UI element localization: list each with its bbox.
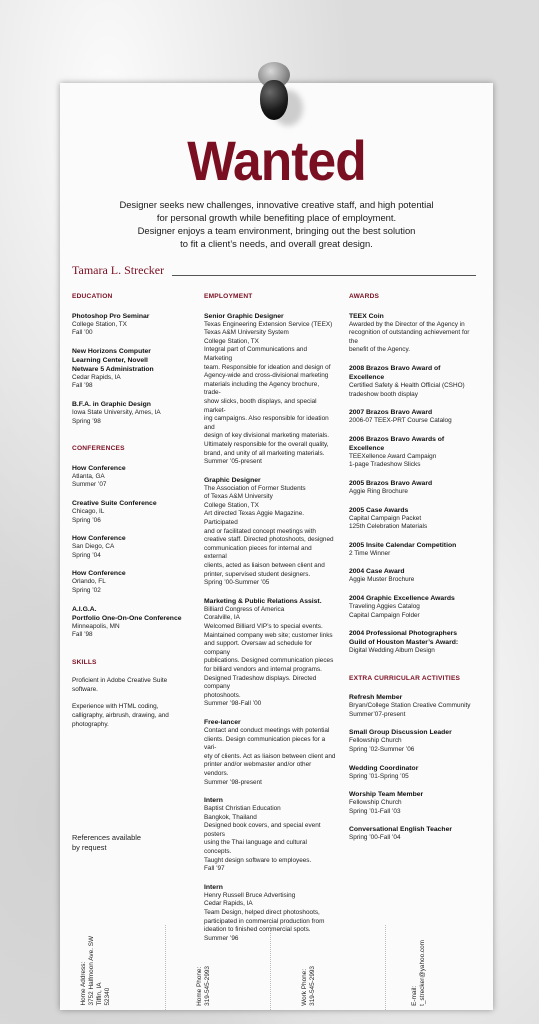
entry-detail: and or facilitated concept meetings with <box>204 527 316 535</box>
entry-item <box>349 435 479 470</box>
entry-title: How Conference <box>72 535 126 543</box>
entry-detail: Orlando, FL <box>72 578 106 586</box>
entry-title: 2004 Professional Photographers <box>349 630 458 638</box>
entry-item <box>349 479 479 497</box>
entry-item <box>349 728 479 754</box>
entry-title: Free-lancer <box>204 718 241 726</box>
entry-item <box>72 499 190 525</box>
entry-detail: photoshoots. <box>204 691 241 699</box>
entry-detail: creative staff. Directed photoshoots, designed <box>204 536 334 544</box>
entry-detail: Henry Russell Bruce Advertising <box>204 891 296 899</box>
entry-detail: College Station, TX <box>72 320 127 328</box>
entry-item <box>349 825 479 843</box>
entry-detail: Texas A&M University System <box>204 329 289 337</box>
entry-item <box>349 790 479 816</box>
entry-item <box>349 594 479 620</box>
contact-line: t_strecker@yahoo.com <box>419 940 426 1006</box>
skills-text: Proficient in Adobe Creative Suite software. <box>72 677 168 693</box>
entry-detail: ety of clients. Act as liaison between client and <box>204 752 336 760</box>
entry-detail: Summer ’96 <box>204 934 239 942</box>
contact-line: 319-545-2993 <box>309 966 316 1006</box>
entry-item <box>349 567 479 585</box>
entry-detail: Agency-wide and cross-divisional marketing <box>204 372 329 380</box>
contact-line: 319-545-2993 <box>204 966 211 1006</box>
entry-detail: College Station, TX <box>204 337 259 345</box>
entry-detail: Spring ’04 <box>72 551 101 559</box>
entry-title: New Horizons Computer <box>72 347 151 355</box>
entry-detail: Aggie Ring Brochure <box>349 487 408 495</box>
contact-line: Home Address: <box>80 962 87 1006</box>
intro-line: to fit a client’s needs, and overall great design. <box>180 238 373 249</box>
entry-item <box>204 796 336 874</box>
entry-detail: Capital Campaign Packet <box>349 514 422 522</box>
entry-detail: of Texas A&M University <box>204 493 273 501</box>
entry-detail: Capital Campaign Folder <box>349 611 420 619</box>
entry-detail: College Station, TX <box>204 501 259 509</box>
entry-detail: Bangkok, Thailand <box>204 813 257 821</box>
entry-title: 2005 Insite Calendar Competition <box>349 541 457 549</box>
intro-statement <box>100 198 453 250</box>
entry-detail: Integral part of Communications and Marketing <box>204 346 308 362</box>
extracurricular-list <box>349 693 479 843</box>
entry-detail: Texas Engineering Extension Service (TEEX) <box>204 320 333 328</box>
entry-item <box>72 400 190 426</box>
entry-title: 2007 Brazos Bravo Award <box>349 409 433 417</box>
entry-detail: Cedar Rapids, IA <box>72 373 121 381</box>
entry-title: 2004 Case Award <box>349 568 405 576</box>
home-phone <box>196 966 212 1006</box>
entry-item <box>72 605 190 640</box>
references-line: References available <box>72 833 142 842</box>
address-cell <box>60 925 165 1010</box>
entry-detail: brand, and unity of all marketing materials. <box>204 449 325 457</box>
skills-text: Experience with HTML coding, calligraphy, airbrush, drawing, and photography. <box>72 703 169 728</box>
entry-detail: 1-page Tradeshow Slicks <box>349 461 421 469</box>
entry-detail: Digital Wedding Album Design <box>349 647 435 655</box>
entry-title: Refresh Member <box>349 694 403 702</box>
entry-detail: ideation to finished commercial spots. <box>204 926 311 934</box>
entry-item <box>72 347 190 391</box>
contact-line: Work Phone: <box>301 969 308 1006</box>
entry-item <box>349 764 479 782</box>
entry-detail: Maintained company web site; customer links <box>204 631 333 639</box>
email-address <box>411 940 427 1006</box>
skills-section <box>72 677 190 729</box>
entry-detail: Spring ’01-Spring ’05 <box>349 772 409 780</box>
right-column <box>349 293 479 852</box>
entry-detail: Atlanta, GA <box>72 472 105 480</box>
email-cell <box>385 925 493 1010</box>
entry-detail: Traveling Aggies Catalog <box>349 602 420 610</box>
references-note <box>72 833 172 853</box>
entry-detail: Spring ’00-Fall ’04 <box>349 834 401 842</box>
entry-detail: publications. Designed communication pieces <box>204 657 334 665</box>
entry-detail: Fall ’00 <box>72 329 93 337</box>
entry-detail: Spring ’06 <box>72 516 101 524</box>
awards-list <box>349 312 479 656</box>
entry-detail: 125th Celebration Materials <box>349 523 428 531</box>
entry-detail: TEEXellence Award Campaign <box>349 452 437 460</box>
entry-title: How Conference <box>72 570 126 578</box>
entry-detail: Spring ’02-Summer ’06 <box>349 746 415 754</box>
entry-detail: tradeshow booth display <box>349 390 418 398</box>
entry-detail: Taught design software to employees. <box>204 856 312 864</box>
entry-detail: participated in commercial production from <box>204 917 325 925</box>
contact-line: E-mail: <box>411 986 418 1006</box>
home-address <box>80 936 112 1006</box>
entry-item <box>349 629 479 656</box>
entry-detail: recognition of outstanding achievement for the <box>349 329 470 345</box>
work-phone <box>301 966 317 1006</box>
entry-detail: San Diego, CA <box>72 543 115 551</box>
entry-detail: 2006-07 TEEX-PRT Course Catalog <box>349 417 452 425</box>
work-phone-cell <box>270 925 385 1010</box>
entry-detail: 2 Time Winner <box>349 549 391 557</box>
entry-title: Senior Graphic Designer <box>204 312 284 320</box>
intro-line: Designer seeks new challenges, innovative creative staff, and high potential <box>119 199 434 210</box>
education-heading: EDUCATION <box>72 293 113 300</box>
entry-detail: Minneapolis, MN <box>72 622 120 630</box>
entry-detail: show slicks, booth displays, and special market- <box>204 397 317 414</box>
intro-line: Designer enjoys a team environment, bringing out the best solution <box>137 225 416 236</box>
entry-title: A.I.G.A. <box>72 605 97 613</box>
entry-detail: Summer ’05-present <box>204 458 262 466</box>
entry-detail: Team Design, helped direct photoshoots, <box>204 909 320 917</box>
entry-detail: communication pieces for internal and external <box>204 544 312 561</box>
contact-line: 3752 Halfmoon Ave. SW <box>88 936 95 1006</box>
entry-title: Photoshop Pro Seminar <box>72 312 150 320</box>
resume-poster <box>60 83 493 1010</box>
entry-detail: clients. Design communication pieces for a vari- <box>204 735 326 752</box>
conferences-heading: CONFERENCES <box>72 445 125 453</box>
entry-title: 2008 Brazos Bravo Award of <box>349 364 441 372</box>
conferences-list <box>72 464 190 640</box>
entry-title: Excellence <box>349 373 385 381</box>
entry-item <box>349 312 479 355</box>
entry-detail: Spring ’98 <box>72 417 101 425</box>
entry-title: B.F.A. in Graphic Design <box>72 400 151 408</box>
entry-detail: Summer’07-present <box>349 710 406 718</box>
entry-detail: Art directed Texas Aggie Magazine. Participated <box>204 510 305 527</box>
entry-detail: Welcomed Billiard VIP’s to special events. <box>204 623 323 630</box>
middle-column <box>204 293 336 952</box>
entry-detail: Summer ’98-present <box>204 778 262 786</box>
entry-detail: Designed Tradeshow displays. Directed company <box>204 674 317 691</box>
contact-line: Tiffin, IA <box>96 982 103 1006</box>
entry-title: 2006 Brazos Bravo Awards of <box>349 435 445 443</box>
entry-title: Small Group Discussion Leader <box>349 729 452 737</box>
entry-title: Intern <box>204 797 223 805</box>
entry-item <box>72 312 190 338</box>
entry-detail: The Association of Former Students <box>204 484 306 492</box>
entry-title: Graphic Designer <box>204 476 261 484</box>
home-phone-cell <box>165 925 270 1010</box>
contact-line: Home Phone: <box>196 966 203 1006</box>
entry-detail: Designed book covers, and special event posters <box>204 822 321 838</box>
entry-detail: Certified Safety & Health Official (CSHO) <box>349 381 465 389</box>
entry-detail: Baptist Christian Education <box>204 805 281 813</box>
name-row <box>72 263 476 279</box>
entry-item <box>204 718 336 787</box>
entry-title: Intern <box>204 883 223 891</box>
entry-item <box>349 541 479 559</box>
entry-item <box>349 364 479 399</box>
intro-line: for personal growth while benefiting place of employment. <box>156 212 397 223</box>
entry-detail: Spring ’01-Fall ’03 <box>349 807 401 815</box>
entry-detail: Cedar Rapids, IA <box>204 900 253 908</box>
entry-detail: Aggie Muster Brochure <box>349 576 415 584</box>
push-pin-icon <box>255 62 293 122</box>
entry-detail: Coralville, IA <box>204 614 240 622</box>
skills-heading: SKILLS <box>72 658 97 666</box>
entry-title: Creative Suite Conference <box>72 499 157 507</box>
awards-heading: AWARDS <box>349 293 380 300</box>
entry-title: 2005 Case Awards <box>349 506 409 514</box>
entry-title: TEEX Coin <box>349 312 384 320</box>
employment-heading: EMPLOYMENT <box>204 293 253 300</box>
entry-detail: Fall ’97 <box>204 865 225 873</box>
entry-title: Conversational English Teacher <box>349 826 452 834</box>
entry-detail: team. Responsible for ideation and design of <box>204 363 331 371</box>
entry-detail: Fellowship Church <box>349 737 402 745</box>
left-column <box>72 293 190 738</box>
entry-detail: Billiard Congress of America <box>204 605 285 613</box>
contact-line: 52340 <box>104 988 111 1006</box>
candidate-name: Tamara L. Strecker <box>72 263 165 277</box>
entry-detail: and support. Oversaw ad schedule for company <box>204 640 312 656</box>
entry-item <box>72 534 190 560</box>
entry-title: Portfolio One-On-One Conference <box>72 614 182 622</box>
entry-detail: Ultimately responsible for the overall quality, <box>204 440 329 448</box>
entry-detail: Summer ’07 <box>72 481 107 489</box>
entry-detail: printer and/or webmaster and/or other vendors. <box>204 761 312 777</box>
entry-item <box>72 464 190 490</box>
entry-item <box>72 569 190 595</box>
employment-list <box>204 312 336 944</box>
entry-detail: Iowa State University, Ames, IA <box>72 408 161 416</box>
entry-detail: ing campaigns. Also responsible for ideation and <box>204 415 329 431</box>
entry-title: 2004 Graphic Excellence Awards <box>349 594 455 602</box>
entry-item <box>349 506 479 532</box>
entry-detail: Fall ’98 <box>72 631 93 639</box>
entry-detail: Fall ’98 <box>72 382 93 390</box>
name-divider <box>172 275 476 276</box>
references-line: by request <box>72 843 107 852</box>
entry-item <box>204 312 336 467</box>
entry-detail: printer, supervised student designers. <box>204 570 311 578</box>
entry-detail: Awarded by the Director of the Agency in <box>349 320 465 328</box>
extracurricular-heading: EXTRA CURRICULAR ACTIVITIES <box>349 674 461 682</box>
entry-detail: Contact and conduct meetings with potential <box>204 726 330 734</box>
entry-item <box>349 408 479 426</box>
entry-detail: using the Thai language and cultural concepts. <box>204 839 307 856</box>
entry-title: Excellence <box>349 444 385 452</box>
entry-detail: Spring ’02 <box>72 586 101 594</box>
poster-title: Wanted <box>187 129 366 192</box>
entry-detail: Chicago, IL <box>72 507 105 515</box>
education-list <box>72 312 190 427</box>
entry-detail: benefit of the Agency. <box>349 346 410 354</box>
entry-detail: Spring ’00-Summer ’05 <box>204 579 270 587</box>
entry-title: Worship Team Member <box>349 791 424 799</box>
entry-title: Marketing & Public Relations Assist. <box>204 597 322 605</box>
entry-item <box>349 693 479 719</box>
entry-detail: materials including the Agency brochure, trade- <box>204 380 320 397</box>
contact-footer <box>60 925 493 1010</box>
entry-title: Learning Center, Novell <box>72 356 148 364</box>
entry-detail: for billiard vendors and internal programs. <box>204 665 322 673</box>
entry-detail: Fellowship Church <box>349 799 402 807</box>
entry-item <box>204 476 336 588</box>
entry-detail: Bryan/College Station Creative Community <box>349 702 471 710</box>
entry-title: Guild of Houston Master’s Award: <box>349 639 459 647</box>
entry-detail: design of key divisional marketing materials. <box>204 432 330 440</box>
entry-title: Netware 5 Administration <box>72 365 154 373</box>
entry-detail: Summer ’98-Fall ’00 <box>204 700 262 708</box>
entry-detail: clients, acted as liaison between client and <box>204 562 325 570</box>
entry-title: Wedding Coordinator <box>349 764 419 772</box>
entry-title: 2005 Brazos Bravo Award <box>349 479 433 487</box>
entry-item <box>204 597 336 709</box>
entry-title: How Conference <box>72 464 126 472</box>
